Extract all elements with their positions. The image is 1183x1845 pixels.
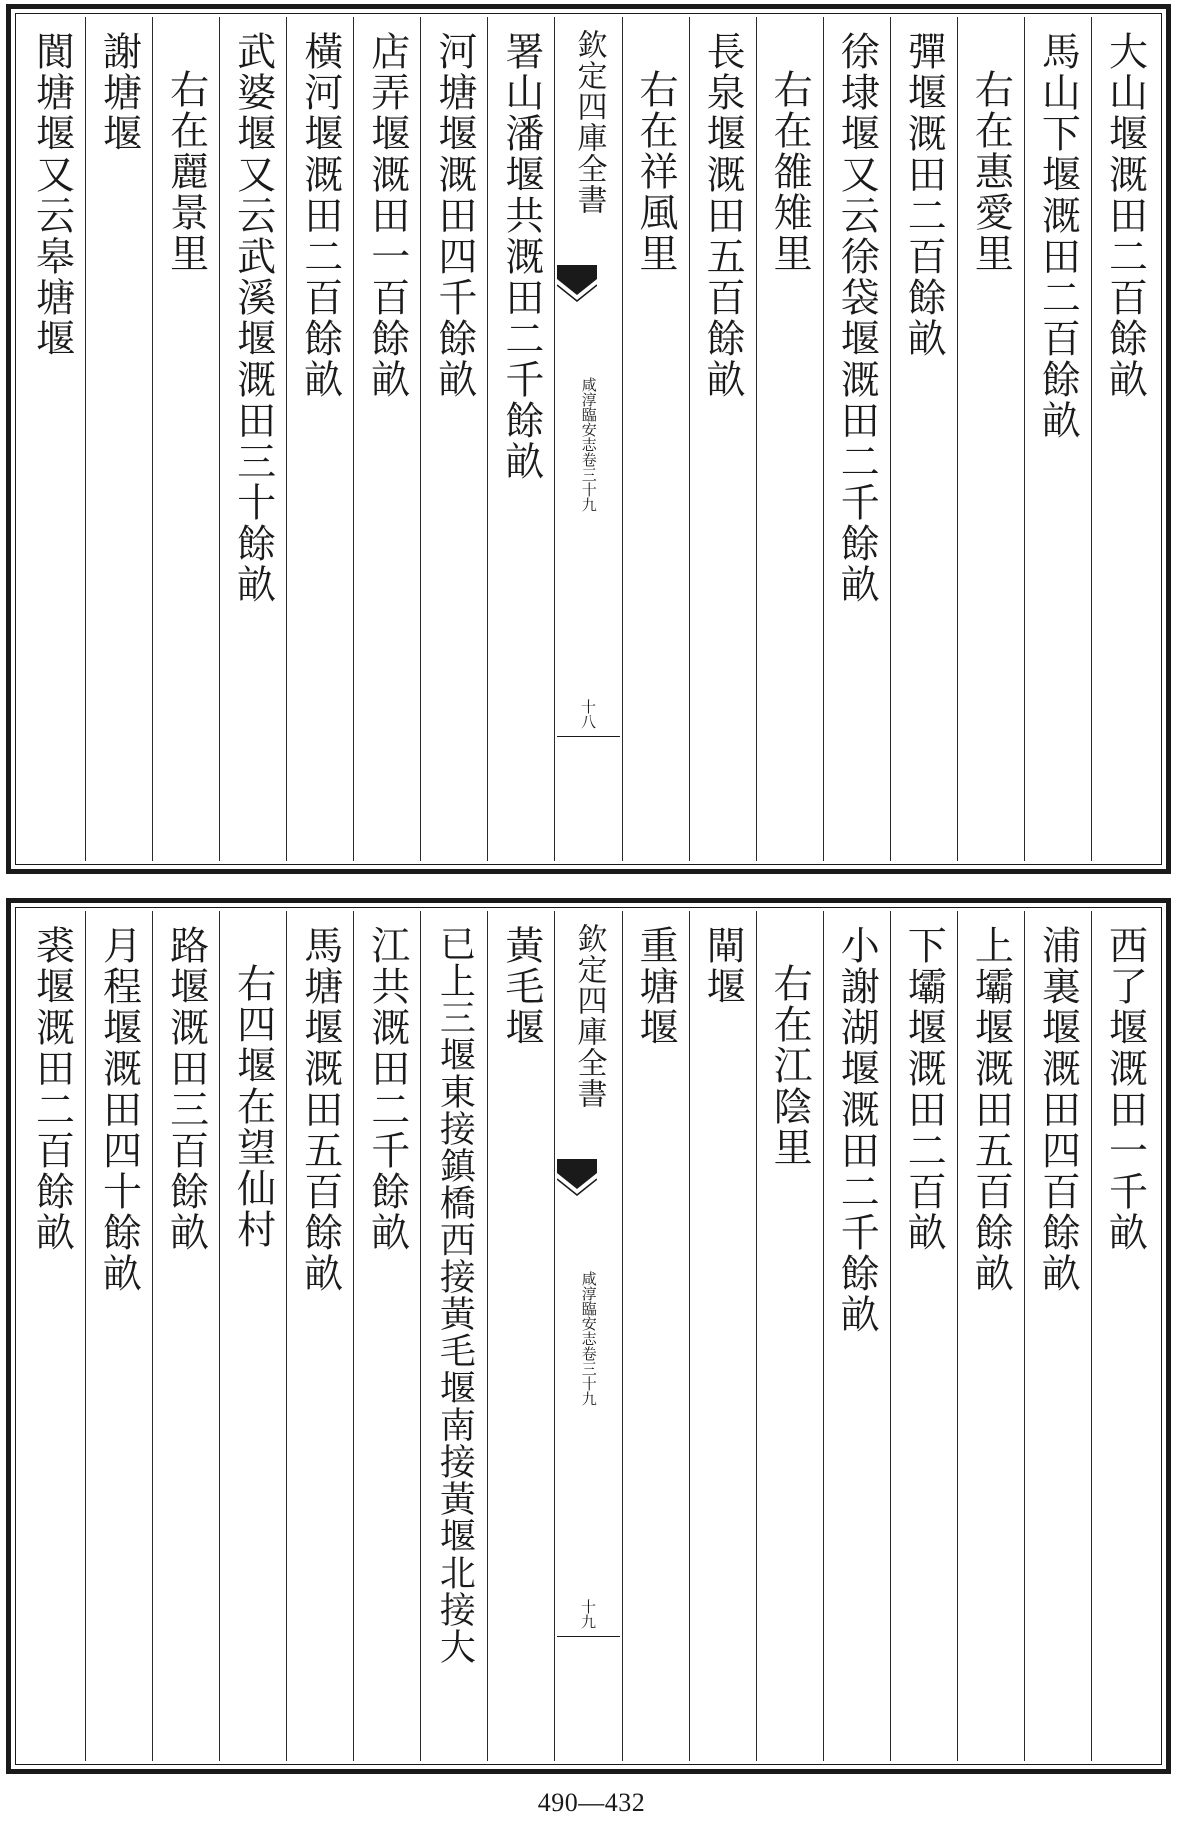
column-text: 署山潘堰共溉田二千餘畝 [498, 31, 544, 482]
divider [557, 1636, 619, 1637]
column-text: 長泉堰溉田五百餘畝 [700, 31, 746, 400]
text-column [689, 17, 756, 861]
center-fold-column [554, 911, 621, 1761]
text-column [1024, 17, 1091, 861]
column-text: 江共溉田二千餘畝 [364, 925, 410, 1253]
text-column [85, 911, 152, 1761]
column-text: 裘堰溉田二百餘畝 [29, 925, 75, 1253]
column-text: 馬塘堰溉田五百餘畝 [297, 925, 343, 1294]
fishtail-ornament-icon [557, 265, 597, 313]
book-title: 欽定四庫全書 [571, 29, 607, 215]
column-text: 重塘堰 [633, 925, 679, 1048]
text-column [152, 911, 219, 1761]
text-column [622, 17, 689, 861]
text-column [890, 911, 957, 1761]
volume-subtitle: 咸淳臨安志卷三十九 [579, 377, 598, 512]
column-text: 徐埭堰又云徐袋堰溉田二千餘畝 [834, 31, 880, 605]
text-column [219, 911, 286, 1761]
column-text: 右四堰在望仙村 [230, 963, 276, 1250]
text-column [487, 17, 554, 861]
column-text: 下壩堰溉田二百畝 [901, 925, 947, 1253]
text-column [286, 17, 353, 861]
text-column [622, 911, 689, 1761]
book-title: 欽定四庫全書 [571, 923, 607, 1109]
text-column [19, 17, 85, 861]
column-text: 河塘堰溉田四千餘畝 [431, 31, 477, 400]
text-column [420, 911, 487, 1761]
text-column [957, 911, 1024, 1761]
column-text: 橫河堰溉田二百餘畝 [297, 31, 343, 400]
text-column [1091, 17, 1158, 861]
center-fold-column [554, 17, 621, 861]
leaf-number: 十九 [578, 1599, 597, 1629]
text-column [1091, 911, 1158, 1761]
text-column [689, 911, 756, 1761]
text-column [85, 17, 152, 861]
column-text: 黃毛堰 [498, 925, 544, 1048]
text-column [420, 17, 487, 861]
column-text: 西了堰溉田一千畝 [1102, 925, 1148, 1253]
leaf-number: 十八 [578, 699, 597, 729]
text-column [19, 911, 85, 1761]
text-column [487, 911, 554, 1761]
top-page [6, 4, 1171, 874]
text-column [353, 911, 420, 1761]
top-columns [19, 17, 1158, 861]
text-column [219, 17, 286, 861]
text-column [890, 17, 957, 861]
column-text: 已上三堰東接鎮橋西接黃毛堰南接黃堰北接大 [434, 925, 476, 1665]
volume-subtitle: 咸淳臨安志卷三十九 [579, 1271, 598, 1406]
column-text: 右在惠愛里 [968, 69, 1014, 274]
column-text: 右在麗景里 [163, 69, 209, 274]
column-text: 浦裏堰溉田四百餘畝 [1035, 925, 1081, 1294]
column-text: 月程堰溉田四十餘畝 [96, 925, 142, 1294]
text-column [152, 17, 219, 861]
text-column [823, 911, 890, 1761]
column-text: 右在江陰里 [767, 963, 813, 1168]
column-text: 閬塘堰又云皋塘堰 [29, 31, 75, 359]
column-text: 彈堰溉田二百餘畝 [901, 31, 947, 359]
text-column [353, 17, 420, 861]
column-text: 大山堰溉田二百餘畝 [1102, 31, 1148, 400]
column-text: 上壩堰溉田五百餘畝 [968, 925, 1014, 1294]
column-text: 小謝湖堰溉田二千餘畝 [834, 925, 880, 1335]
column-text: 店弄堰溉田一百餘畝 [364, 31, 410, 400]
fishtail-ornament-icon [557, 1159, 597, 1207]
column-text: 路堰溉田三百餘畝 [163, 925, 209, 1253]
column-text: 武婆堰又云武溪堰溉田三十餘畝 [230, 31, 276, 605]
text-column [286, 911, 353, 1761]
text-column [957, 17, 1024, 861]
divider [557, 736, 619, 737]
column-text: 謝塘堰 [96, 31, 142, 154]
column-text: 右在雒雉里 [767, 69, 813, 274]
bottom-columns [19, 911, 1158, 1761]
column-text: 閘堰 [700, 925, 746, 1007]
column-text: 馬山下堰溉田二百餘畝 [1035, 31, 1081, 441]
page-reference: 490—432 [537, 1788, 646, 1817]
bottom-page [6, 898, 1171, 1774]
column-text: 右在祥風里 [633, 69, 679, 274]
text-column [756, 911, 823, 1761]
text-column [756, 17, 823, 861]
text-column [823, 17, 890, 861]
text-column [1024, 911, 1091, 1761]
